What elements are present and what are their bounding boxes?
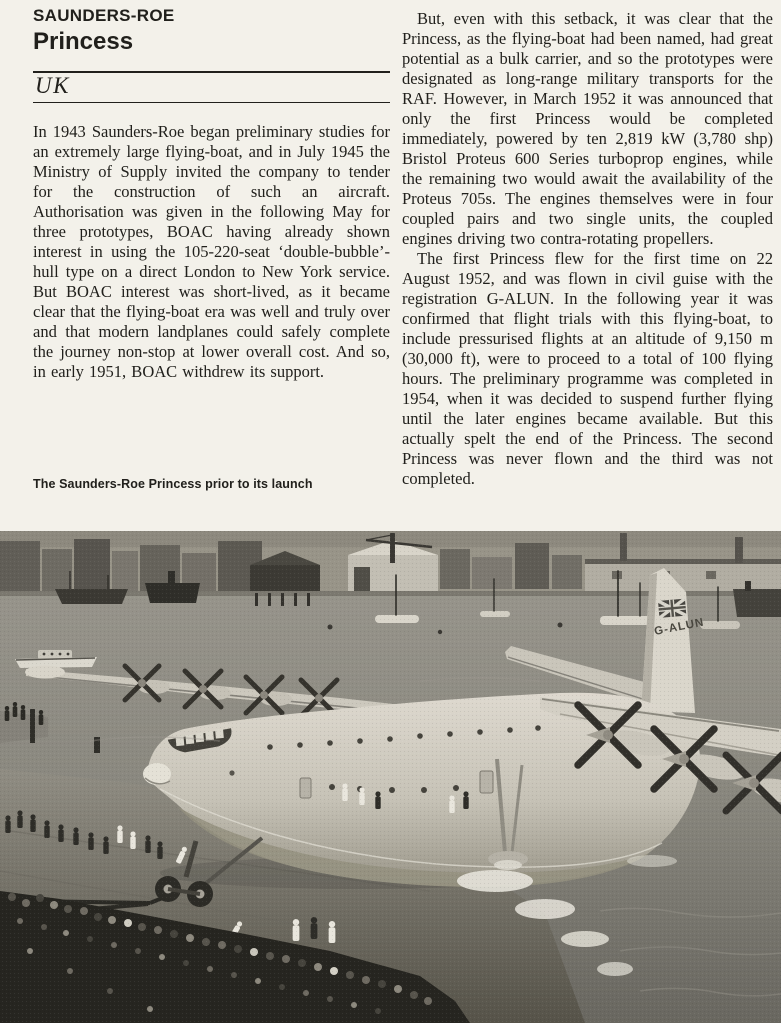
- manufacturer-heading: SAUNDERS-ROE: [33, 6, 175, 25]
- photo-illustration: [0, 531, 781, 1023]
- left-column: [33, 122, 390, 382]
- launch-photograph: [0, 531, 781, 1023]
- body-paragraph: In 1943 Saunders-Roe began preliminary studies for an extremely large flying-boat, and in July 1945 the Ministry of Supply invited the company to tender for the construction of such an aircraft. Authorisation was given in the following May for three prototypes, BOAC having already shown interest in using the 105-220-seat ‘double-bubble’-hull type on a direct London to New York service. But BOAC interest was short-lived, as it became clear that the flying-boat era was well and truly over and that modern landplanes could safely complete the journey non-stop at lower overall cost. And so, in early 1951, BOAC withdrew its support.: [33, 122, 390, 381]
- country-label: UK: [35, 73, 70, 98]
- body-paragraph: The first Princess flew for the first time on 22 August 1952, and was flown in civil guise with the registration G-ALUN. In the following year it was confirmed that flight trials with this flying-boat, to include pressurised flights at an altitude of 9,150 m (30,000 ft), were to proceed to a total of 100 flying hours. The preliminary programme was completed in 1954, when it was decided to suspend further flying until the later engines became available. But this actually spelt the end of the Princess. The second Princess was never flown and the third was not completed.: [402, 249, 773, 488]
- country-band: [33, 71, 390, 103]
- right-column: [402, 9, 773, 489]
- photo-caption: The Saunders-Roe Princess prior to its launch: [33, 477, 313, 491]
- article-header: [33, 6, 390, 56]
- film-grain-overlay: [0, 531, 781, 1023]
- aircraft-name-heading: Princess: [33, 28, 134, 55]
- body-paragraph: But, even with this setback, it was clear that the Princess, as the flying-boat had been named, had great potential as a bulk carrier, and so the prototypes were designated as long-range military transports for the RAF. However, in March 1952 it was announced that only the first Princess would be completed immediately, powered by ten 2,819 kW (3,780 shp) Bristol Proteus 600 Series turboprop engines, while the remaining two would await the availability of the Proteus 705s. The engines themselves were in four coupled pairs and two single units, the coupled engines driving two contra-rotating propellers.: [402, 9, 773, 248]
